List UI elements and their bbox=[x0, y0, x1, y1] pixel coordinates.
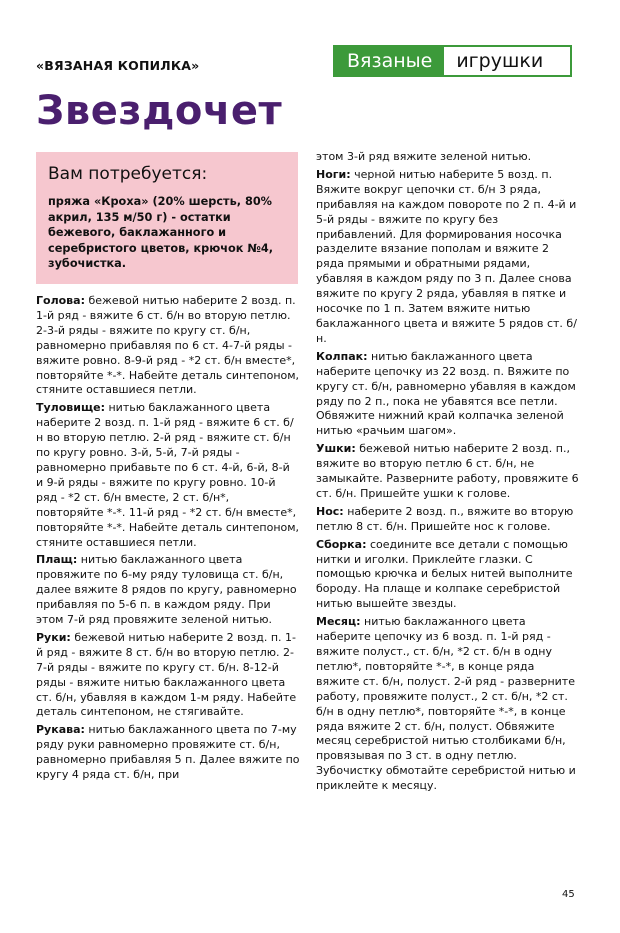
section-text: нитью баклажанного цвета наберите цепочку из 6 возд. п. 1-й ряд - вяжите полуст., ст. б/н, *2 ст. б/н в одну петлю*, повторяйте *-*, в конце ряда вяжите ст. б/н, полуст. 2-й ряд - разверните работу, провяжите полуст., 2 ст. б/н, *2 ст. б/н в одну петлю*, повторяйте *-*, в конце ряда вяжите 2 ст. б/н, полуст. Обвяжите месяц серебристой нитью столбиками б/н, провязывая по 3 ст. в одну петлю. Зубочистку обмотайте серебристой нитью и приклейте к месяцу. bbox=[316, 615, 576, 793]
section-text: наберите 2 возд. п., вяжите во вторую петлю 8 ст. б/н. Пришейте нос к голове. bbox=[316, 504, 574, 533]
page-title: Звездочет bbox=[36, 88, 283, 134]
section-label: Месяц: bbox=[316, 615, 361, 629]
section-text: бежевой нитью наберите 2 возд. п., вяжите во вторую петлю 6 ст. б/н, не замыкайте. Разверните работу, провяжите 6 ст. б/н. Пришейте ушки к голове. bbox=[316, 442, 579, 500]
materials-box bbox=[36, 152, 298, 284]
section-moon bbox=[316, 615, 580, 794]
section-legs bbox=[316, 168, 580, 347]
section-nose bbox=[316, 505, 580, 535]
text-column-left bbox=[36, 294, 300, 786]
materials-text: пряжа «Кроха» (20% шерсть, 80% акрил, 135 м/50 г) - остатки бежевого, баклажанного и серебристого цветов, крючок №4, зубочистка. bbox=[48, 195, 274, 270]
section-label: Руки: bbox=[36, 630, 71, 644]
section-label: Ноги: bbox=[316, 167, 351, 181]
section-hat bbox=[316, 350, 580, 439]
section-text: бежевой нитью наберите 2 возд. п. 1-й ряд - вяжите 6 ст. б/н во вторую петлю. 2-3-й ряды - вяжите по кругу ст. б/н, равномерно прибавляя по 6 ст. 4-7-й ряды - вяжите ровно. 8-9-й ряд - *2 ст. б/н вместе*, повторяйте *-*. Набейте деталь синтепоном, стяните оставшиеся петли. bbox=[36, 294, 300, 397]
section-sleeves-continued: этом 3-й ряд вяжите зеленой нитью. bbox=[316, 150, 532, 163]
section-ears bbox=[316, 442, 580, 502]
section-label: Ушки: bbox=[316, 442, 356, 456]
section-assembly bbox=[316, 538, 580, 613]
section-text: нитью баклажанного цвета наберите цепочку из 22 возд. п. Вяжите по кругу ст. б/н, равномерно убавляя в каждом ряду по 2 п., пока не убавятся все петли. Обвяжите нижний край колпачка зеленой нитью «рачьим шагом». bbox=[316, 349, 576, 438]
section-text: черной нитью наберите 5 возд. п. Вяжите вокруг цепочки ст. б/н 3 ряда, прибавляя на каждом повороте по 2 п. 4-й и 5-й ряды - вяжите по кругу без прибавлений. Для формирования носочка разделите вязание пополам и вяжите 2 ряда прямыми и обратными рядами, убавляя в каждом ряду по 3 п. Далее снова вяжите по кругу 2 ряда, убавляя в пятке и носочке по 1 п. Затем вяжите нитью баклажанного цвета и вяжите 5 рядов ст. б/н. bbox=[316, 167, 577, 345]
section-head bbox=[36, 294, 300, 398]
section-label: Туловище: bbox=[36, 401, 105, 415]
category-tag-right: игрушки bbox=[444, 47, 570, 75]
section-text: нитью баклажанного цвета наберите 2 возд. п. 1-й ряд - вяжите 6 ст. б/н во вторую петлю. 2-й ряд - вяжите ст. б/н по кругу ровно. 3-й, 5-й, 7-й ряды - равномерно прибавьте по 6 ст. 4-й, 6-й, 8-й и 9-й ряды - вяжите по кругу ровно. 10-й ряд - *2 ст. б/н вместе, 2 ст. б/н*, повторяйте *-*. 11-й ряд - *2 ст. б/н вместе*, повторяйте *-*. Набейте деталь синтепоном, стяните оставшиеся петли. bbox=[36, 401, 300, 549]
category-tag bbox=[333, 45, 572, 77]
category-tag-left: Вязаные bbox=[335, 47, 444, 75]
section-cloak bbox=[36, 553, 300, 628]
section-sleeves bbox=[36, 723, 300, 783]
materials-heading: Вам потребуется: bbox=[48, 164, 208, 184]
section-body bbox=[36, 401, 300, 550]
section-label: Сборка: bbox=[316, 537, 367, 551]
section-kicker: «ВЯЗАНАЯ КОПИЛКА» bbox=[36, 58, 200, 73]
section-label: Рукава: bbox=[36, 723, 85, 737]
section-text: бежевой нитью наберите 2 возд. п. 1-й ряд - вяжите 8 ст. б/н во вторую петлю. 2-7-й ряды - вяжите по кругу ст. б/н. 8-12-й ряды - вяжите нитью баклажанного цвета ст. б/н, убавляя в каждом 1-м ряду. Набейте деталь синтепоном, не стягивайте. bbox=[36, 630, 297, 719]
section-text: нитью баклажанного цвета по 7-му ряду руки равномерно провяжите ст. б/н, равномерно прибавляя 5 п. Далее вяжите по кругу 4 ряда ст. б/н, при bbox=[36, 723, 300, 782]
page-number: 45 bbox=[562, 889, 575, 900]
section-label: Нос: bbox=[316, 504, 344, 518]
section-label: Колпак: bbox=[316, 349, 368, 363]
section-label: Плащ: bbox=[36, 553, 78, 567]
section-text: нитью баклажанного цвета провяжите по 6-му ряду туловища ст. б/н, далее вяжите 8 рядов по кругу, равномерно прибавляя по 5-6 п. в каждом ряду. При этом 7-й ряд провяжите зеленой нитью. bbox=[36, 553, 297, 627]
text-column-right bbox=[316, 150, 580, 797]
section-arms bbox=[36, 631, 300, 720]
section-label: Голова: bbox=[36, 294, 85, 307]
section-text: соедините все детали с помощью нитки и иголки. Приклейте глазки. С помощью крючка и белых нитей выполните бороду. На плаще и колпаке серебристой нитью вышейте звезды. bbox=[316, 537, 573, 611]
